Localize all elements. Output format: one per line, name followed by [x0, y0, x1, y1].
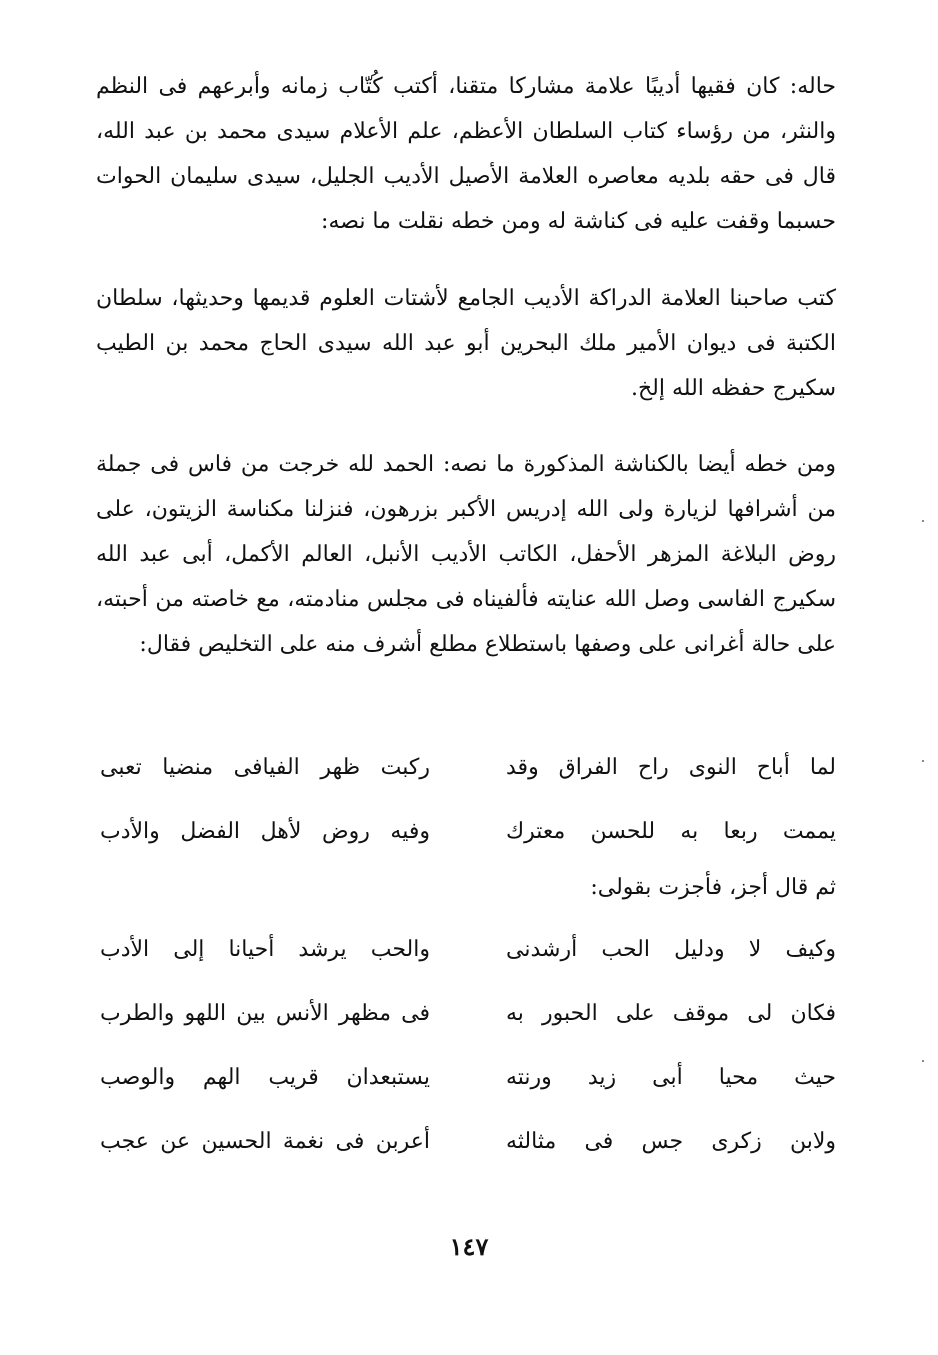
- verse-line: [100, 800, 836, 864]
- verse-line: [100, 982, 836, 1046]
- verse-first-hemistich: وكيف لا ودليل الحب أرشدنى: [506, 937, 836, 962]
- verse-second-hemistich: والحب يرشد أحيانا إلى الأدب: [100, 937, 430, 962]
- verse-second-hemistich: ركبت ظهر الفيافى منضيا تعبى: [100, 755, 430, 780]
- narrative-paragraph: ومن خطه أيضا بالكناشة المذكورة ما نصه: الحمد لله خرجت من فاس فى جملة من أشرافها لزيارة ولى الله إدريس الأكبر بزرهون، فنزلنا مكناسة الزيتون، على روض البلاغة المزهر الأحفل، الكاتب الأديب الأنبل، العالم الأكمل، أبى عبد الله سكيرج الفاسى وصل الله عنايته فألفيناه فى مجلس منادمته، مع خاصته من أحبته، على حالة أغرانى على وصفها باستطلاع مطلع أشرف منه على التخليص فقال:: [96, 452, 836, 657]
- verse-second-hemistich: أعربن فى نغمة الحسين عن عجب: [100, 1129, 430, 1154]
- scan-speck: [922, 1060, 924, 1062]
- poem-stanza-second: [100, 918, 836, 1174]
- quoted-paragraph: كتب صاحبنا العلامة الدراكة الأديب الجامع لأشتات العلوم قديمها وحديثها، سلطان الكتبة فى ديوان الأمير ملك البحرين أبو عبد الله سيدى الحاج محمد بن الطيب سكيرج حفظه الله إلخ.: [96, 286, 836, 401]
- verse-second-hemistich: وفيه روض لأهل الفضل والأدب: [100, 819, 430, 844]
- verse-line: [100, 1046, 836, 1110]
- verse-first-hemistich: حيث محيا أبى زيد ورنته: [506, 1065, 836, 1090]
- scan-speck: [922, 520, 924, 522]
- scan-speck: [922, 760, 924, 762]
- verse-first-hemistich: ولابن زكرى جس فى مثالثه: [506, 1129, 836, 1154]
- verse-line: [100, 918, 836, 982]
- verse-first-hemistich: فكان لى موقف على الحبور به: [506, 1001, 836, 1026]
- biography-paragraph: حاله: كان فقيها أديبًا علامة مشاركا متقنا، أكتب كُتّاب زمانه وأبرعهم فى النظم والنثر، من رؤساء كتاب السلطان الأعظم، علم الأعلام سيدى محمد بن عبد الله، قال فى حقه بلديه معاصره العلامة الأصيل الأديب الجليل، سيدى سليمان الحوات حسبما وقفت عليه فى كناشة له ومن خطه نقلت ما نصه:: [96, 74, 836, 234]
- interlude-line: ثم قال أجز، فأجزت بقولى:: [590, 875, 836, 900]
- poem-stanza-first: [100, 736, 836, 864]
- verse-first-hemistich: يممت ربعا به للحسن معترك: [506, 819, 836, 844]
- verse-second-hemistich: فى مظهر الأنس بين اللهو والطرب: [100, 1001, 430, 1026]
- verse-second-hemistich: يستبعدان قريب الهم والوصب: [100, 1065, 430, 1090]
- verse-line: [100, 736, 836, 800]
- page-number: ١٤٧: [449, 1232, 489, 1261]
- verse-first-hemistich: لما أباح النوى راح الفراق وقد: [506, 755, 836, 780]
- verse-line: [100, 1110, 836, 1174]
